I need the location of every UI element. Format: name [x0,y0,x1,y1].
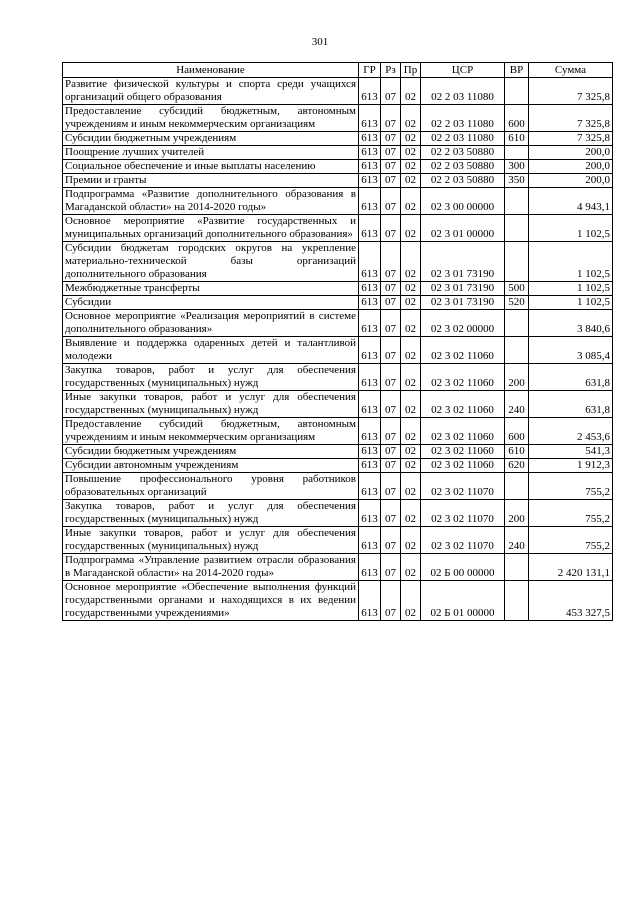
cell-gr: 613 [359,500,381,527]
cell-csr: 02 3 01 73190 [421,242,505,282]
cell-csr: 02 2 03 11080 [421,78,505,105]
cell-rz: 07 [381,78,401,105]
cell-name: Субсидии бюджетам городских округов на укрепление материально-технической базы организаций дополнительного образования [63,242,359,282]
cell-pr: 02 [401,500,421,527]
cell-name: Основное мероприятие «Развитие государственных и муниципальных организаций дополнительного образования» [63,215,359,242]
cell-gr: 613 [359,146,381,160]
cell-pr: 02 [401,188,421,215]
cell-csr: 02 3 02 00000 [421,310,505,337]
cell-vr: 350 [505,174,529,188]
cell-gr: 613 [359,554,381,581]
cell-rz: 07 [381,500,401,527]
cell-sum: 541,3 [529,445,613,459]
header-sum: Сумма [529,63,613,78]
cell-sum: 7 325,8 [529,78,613,105]
cell-vr: 620 [505,459,529,473]
cell-csr: 02 3 02 11060 [421,391,505,418]
cell-rz: 07 [381,391,401,418]
cell-vr: 240 [505,527,529,554]
cell-pr: 02 [401,418,421,445]
cell-csr: 02 2 03 11080 [421,105,505,132]
cell-rz: 07 [381,215,401,242]
table-row [63,473,613,500]
cell-gr: 613 [359,581,381,621]
cell-csr: 02 2 03 50880 [421,174,505,188]
budget-table [62,62,613,621]
cell-csr: 02 3 02 11070 [421,527,505,554]
cell-rz: 07 [381,282,401,296]
cell-rz: 07 [381,364,401,391]
cell-gr: 613 [359,527,381,554]
cell-sum: 4 943,1 [529,188,613,215]
cell-csr: 02 3 02 11060 [421,337,505,364]
cell-rz: 07 [381,105,401,132]
cell-rz: 07 [381,174,401,188]
cell-gr: 613 [359,282,381,296]
cell-name: Субсидии бюджетным учреждениям [63,132,359,146]
table-row [63,500,613,527]
cell-pr: 02 [401,215,421,242]
cell-csr: 02 3 01 00000 [421,215,505,242]
cell-gr: 613 [359,296,381,310]
cell-rz: 07 [381,581,401,621]
cell-vr [505,554,529,581]
cell-vr [505,473,529,500]
cell-name: Социальное обеспечение и иные выплаты населению [63,160,359,174]
cell-pr: 02 [401,445,421,459]
cell-gr: 613 [359,445,381,459]
cell-csr: 02 2 03 50880 [421,160,505,174]
cell-csr: 02 Б 01 00000 [421,581,505,621]
cell-csr: 02 2 03 11080 [421,132,505,146]
cell-rz: 07 [381,132,401,146]
cell-csr: 02 3 01 73190 [421,282,505,296]
cell-gr: 613 [359,473,381,500]
cell-vr: 600 [505,418,529,445]
cell-sum: 3 085,4 [529,337,613,364]
cell-pr: 02 [401,391,421,418]
cell-pr: 02 [401,160,421,174]
cell-name: Субсидии автономным учреждениям [63,459,359,473]
cell-name: Подпрограмма «Развитие дополнительного образования в Магаданской области» на 2014-2020 годы» [63,188,359,215]
cell-csr: 02 2 03 50880 [421,146,505,160]
header-vr: ВР [505,63,529,78]
cell-sum: 200,0 [529,174,613,188]
cell-csr: 02 3 02 11060 [421,418,505,445]
cell-name: Субсидии бюджетным учреждениям [63,445,359,459]
cell-sum: 200,0 [529,146,613,160]
table-row [63,242,613,282]
cell-rz: 07 [381,554,401,581]
cell-gr: 613 [359,132,381,146]
cell-sum: 755,2 [529,473,613,500]
cell-vr: 300 [505,160,529,174]
cell-vr [505,581,529,621]
cell-pr: 02 [401,146,421,160]
table-row [63,554,613,581]
cell-csr: 02 3 01 73190 [421,296,505,310]
cell-gr: 613 [359,391,381,418]
cell-vr: 500 [505,282,529,296]
cell-vr [505,310,529,337]
cell-gr: 613 [359,242,381,282]
cell-pr: 02 [401,364,421,391]
header-pr: Пр [401,63,421,78]
table-row [63,527,613,554]
cell-name: Поощрение лучших учителей [63,146,359,160]
cell-vr: 600 [505,105,529,132]
cell-sum: 200,0 [529,160,613,174]
cell-csr: 02 3 02 11060 [421,459,505,473]
cell-rz: 07 [381,160,401,174]
page-number: 301 [311,36,329,48]
cell-gr: 613 [359,310,381,337]
table-row [63,364,613,391]
cell-name: Иные закупки товаров, работ и услуг для обеспечения государственных (муниципальных) нужд [63,527,359,554]
cell-vr: 610 [505,445,529,459]
cell-rz: 07 [381,473,401,500]
cell-sum: 631,8 [529,391,613,418]
cell-sum: 1 102,5 [529,215,613,242]
cell-vr [505,146,529,160]
cell-sum: 3 840,6 [529,310,613,337]
cell-sum: 755,2 [529,500,613,527]
cell-sum: 631,8 [529,364,613,391]
table-row [63,310,613,337]
cell-name: Основное мероприятие «Обеспечение выполнения функций государственными органами и находящихся в их ведении государственными учреждениями» [63,581,359,621]
cell-name: Межбюджетные трансферты [63,282,359,296]
cell-rz: 07 [381,188,401,215]
cell-sum: 2 420 131,1 [529,554,613,581]
header-name: Наименование [63,63,359,78]
header-csr: ЦСР [421,63,505,78]
cell-pr: 02 [401,105,421,132]
cell-csr: 02 3 02 11070 [421,473,505,500]
cell-pr: 02 [401,174,421,188]
cell-pr: 02 [401,132,421,146]
cell-gr: 613 [359,337,381,364]
cell-rz: 07 [381,527,401,554]
cell-pr: 02 [401,337,421,364]
cell-gr: 613 [359,418,381,445]
cell-gr: 613 [359,459,381,473]
cell-pr: 02 [401,78,421,105]
table-row [63,146,613,160]
cell-name: Предоставление субсидий бюджетным, автономным учреждениям и иным некоммерческим организациям [63,105,359,132]
cell-name: Субсидии [63,296,359,310]
cell-sum: 1 102,5 [529,296,613,310]
cell-vr: 610 [505,132,529,146]
cell-sum: 7 325,8 [529,105,613,132]
table-row [63,337,613,364]
cell-pr: 02 [401,527,421,554]
cell-pr: 02 [401,554,421,581]
cell-rz: 07 [381,296,401,310]
cell-gr: 613 [359,364,381,391]
cell-sum: 1 102,5 [529,282,613,296]
cell-csr: 02 3 02 11060 [421,445,505,459]
table-row [63,188,613,215]
cell-gr: 613 [359,215,381,242]
cell-name: Повышение профессионального уровня работников образовательных организаций [63,473,359,500]
cell-rz: 07 [381,337,401,364]
table-row [63,215,613,242]
cell-sum: 453 327,5 [529,581,613,621]
cell-name: Предоставление субсидий бюджетным, автономным учреждениям и иным некоммерческим организациям [63,418,359,445]
table-body [63,78,613,621]
cell-rz: 07 [381,310,401,337]
cell-gr: 613 [359,160,381,174]
cell-csr: 02 3 00 00000 [421,188,505,215]
cell-sum: 755,2 [529,527,613,554]
cell-pr: 02 [401,296,421,310]
cell-pr: 02 [401,459,421,473]
table-row [63,105,613,132]
cell-csr: 02 3 02 11070 [421,500,505,527]
table-row [63,160,613,174]
table-row [63,391,613,418]
cell-gr: 613 [359,174,381,188]
cell-vr: 240 [505,391,529,418]
cell-gr: 613 [359,105,381,132]
cell-name: Закупка товаров, работ и услуг для обеспечения государственных (муниципальных) нужд [63,364,359,391]
table-row [63,445,613,459]
cell-name: Иные закупки товаров, работ и услуг для обеспечения государственных (муниципальных) нужд [63,391,359,418]
cell-name: Подпрограмма «Управление развитием отрасли образования в Магаданской области» на 2014-2020 годы» [63,554,359,581]
table-row [63,459,613,473]
table-row [63,418,613,445]
cell-vr: 520 [505,296,529,310]
cell-vr [505,215,529,242]
cell-vr: 200 [505,364,529,391]
cell-rz: 07 [381,445,401,459]
table-row [63,296,613,310]
cell-rz: 07 [381,242,401,282]
cell-csr: 02 Б 00 00000 [421,554,505,581]
table-row [63,581,613,621]
cell-sum: 2 453,6 [529,418,613,445]
cell-name: Выявление и поддержка одаренных детей и талантливой молодежи [63,337,359,364]
cell-vr [505,188,529,215]
cell-name: Развитие физической культуры и спорта среди учащихся организаций общего образования [63,78,359,105]
cell-name: Основное мероприятие «Реализация мероприятий в системе дополнительного образования» [63,310,359,337]
table-header-row [63,63,613,78]
cell-pr: 02 [401,310,421,337]
cell-gr: 613 [359,188,381,215]
cell-name: Закупка товаров, работ и услуг для обеспечения государственных (муниципальных) нужд [63,500,359,527]
cell-csr: 02 3 02 11060 [421,364,505,391]
cell-vr [505,78,529,105]
header-gr: ГР [359,63,381,78]
cell-rz: 07 [381,418,401,445]
cell-sum: 1 102,5 [529,242,613,282]
cell-sum: 1 912,3 [529,459,613,473]
cell-pr: 02 [401,473,421,500]
cell-rz: 07 [381,146,401,160]
table-row [63,282,613,296]
cell-rz: 07 [381,459,401,473]
table-row [63,78,613,105]
cell-pr: 02 [401,242,421,282]
cell-sum: 7 325,8 [529,132,613,146]
cell-name: Премии и гранты [63,174,359,188]
header-rz: Рз [381,63,401,78]
cell-gr: 613 [359,78,381,105]
cell-vr [505,337,529,364]
table-row [63,174,613,188]
cell-vr [505,242,529,282]
cell-pr: 02 [401,282,421,296]
cell-pr: 02 [401,581,421,621]
table-row [63,132,613,146]
cell-vr: 200 [505,500,529,527]
